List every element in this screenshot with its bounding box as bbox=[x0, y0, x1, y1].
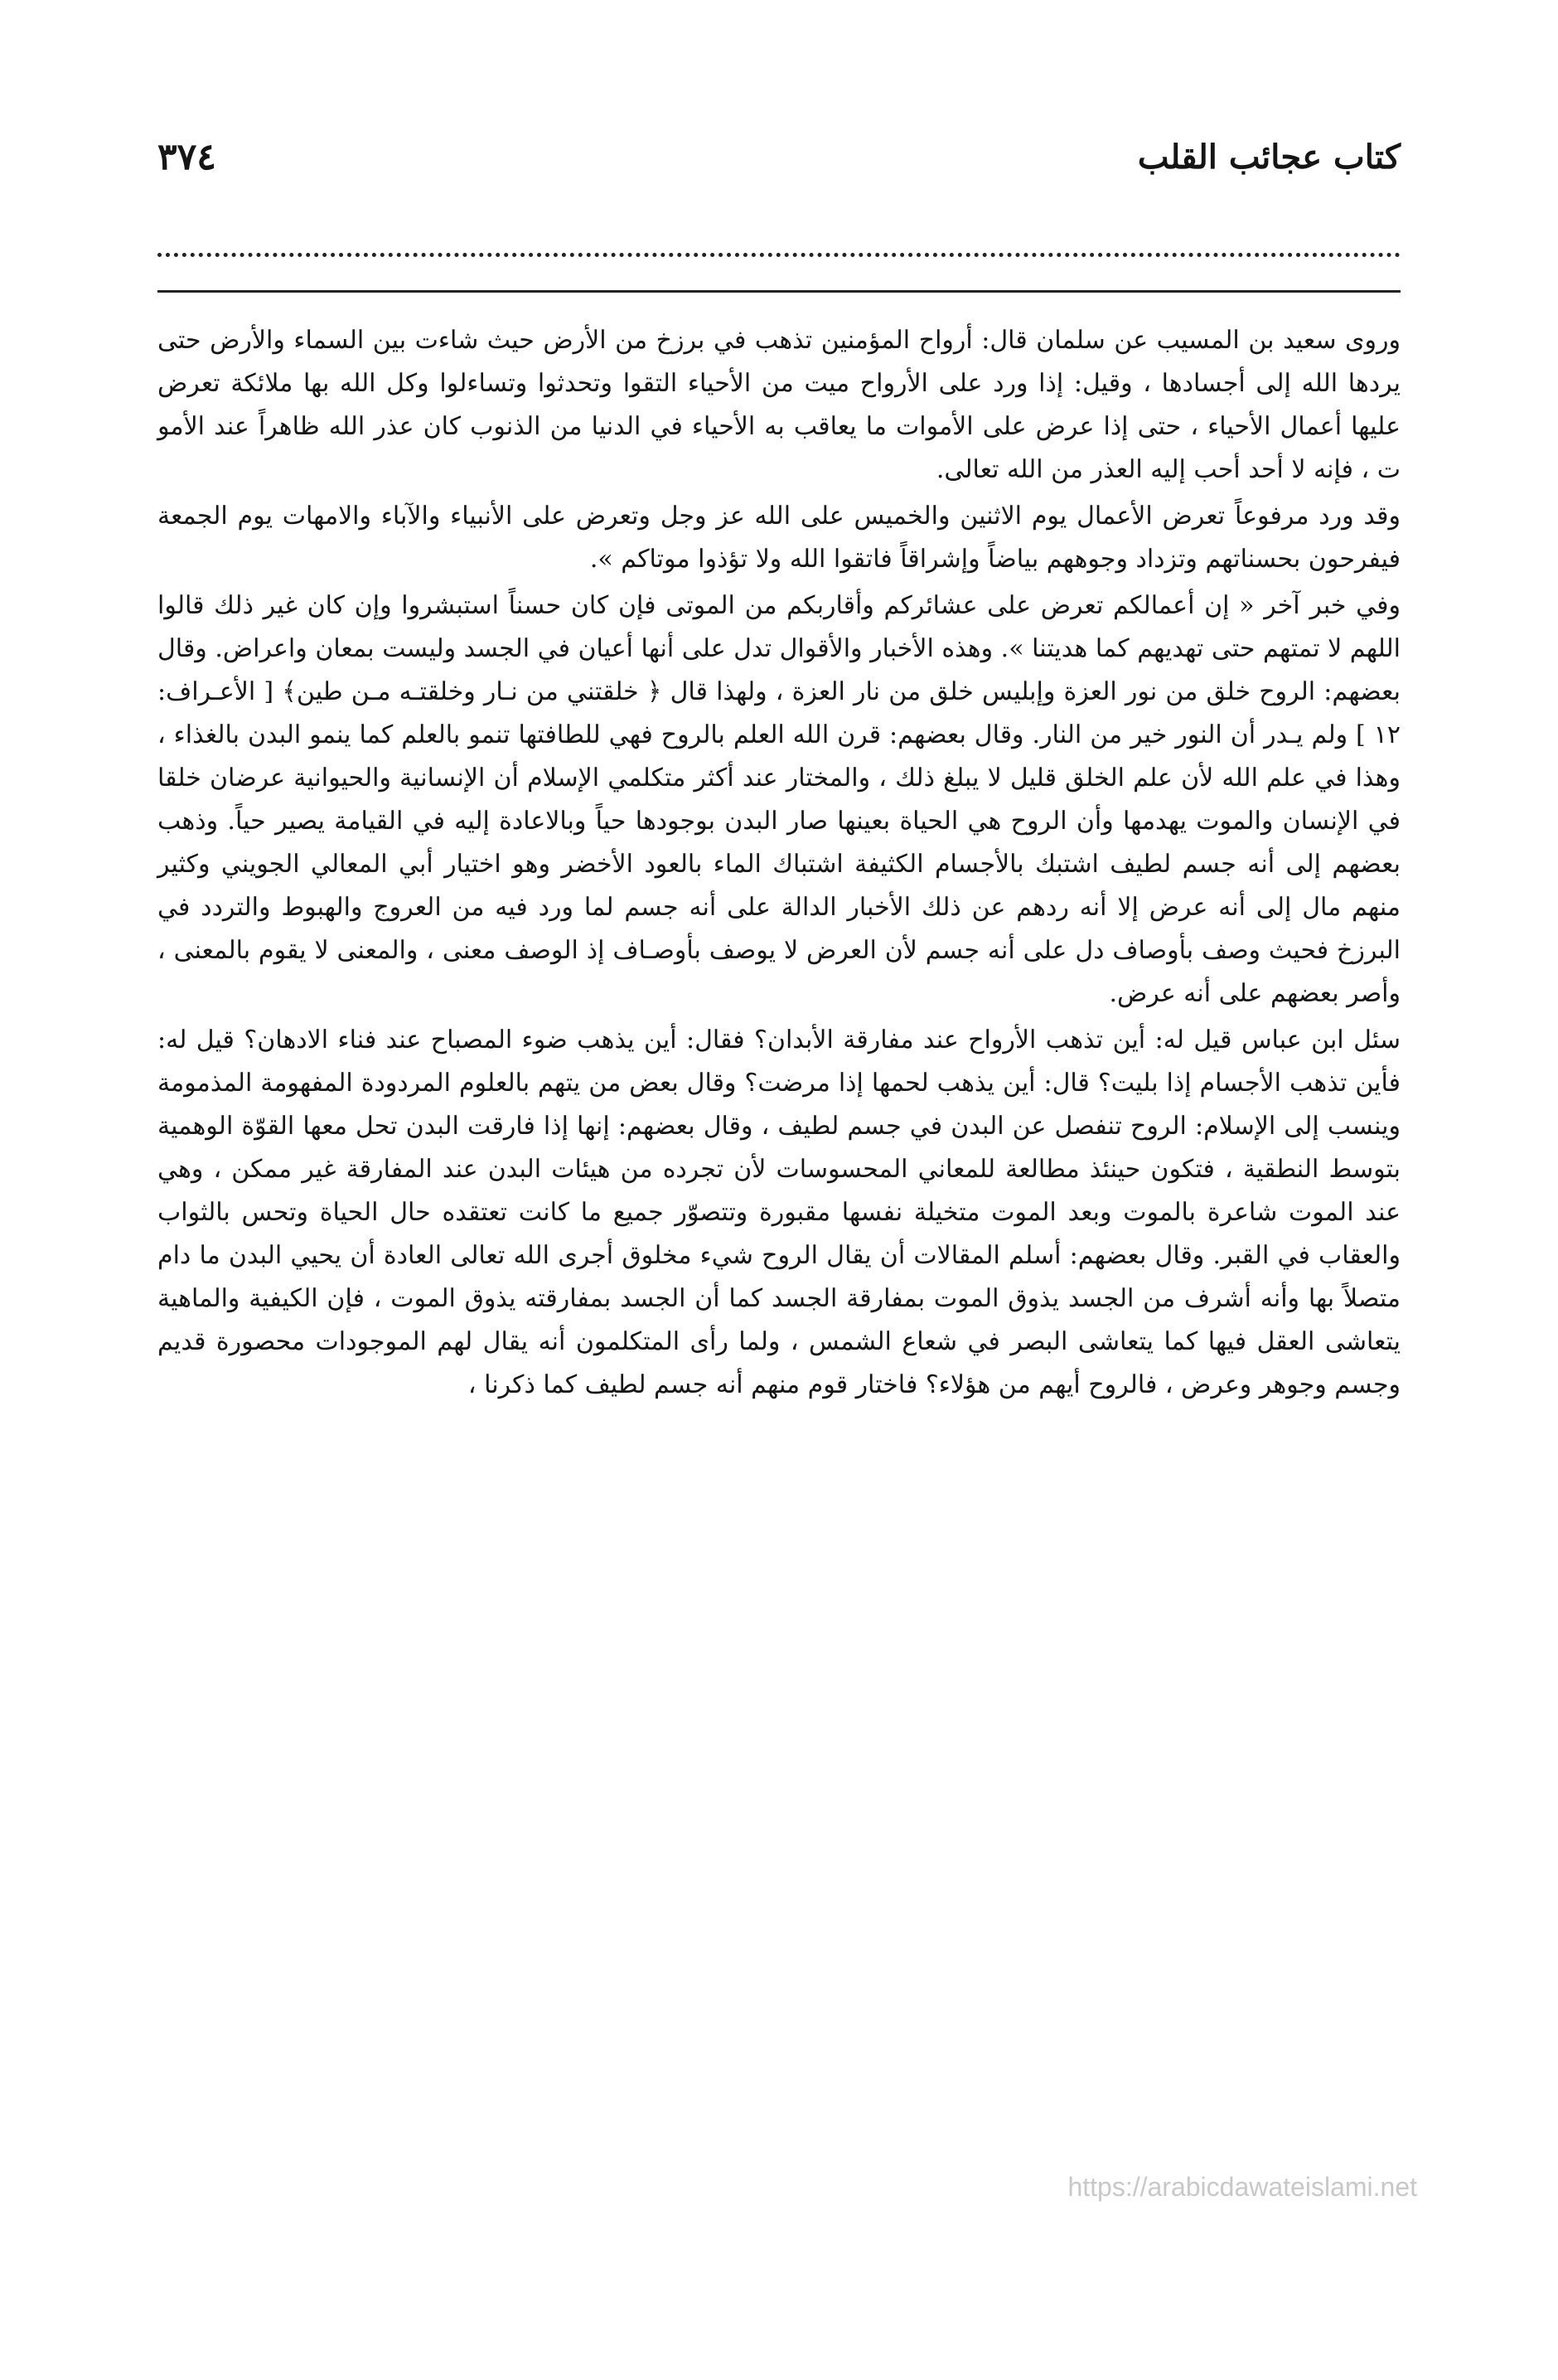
page-header bbox=[157, 124, 1401, 224]
dotted-divider bbox=[157, 253, 1401, 257]
body-text bbox=[157, 319, 1401, 1410]
page-number: ٣٧٤ bbox=[157, 136, 216, 178]
paragraph-4: سئل ابن عباس قيل له: أين تذهب الأرواح عند مفارقة الأبدان؟ فقال: أين يذهب ضوء المصباح عند فناء الادهان؟ قيل له: فأين تذهب الأجسام إذا بليت؟ قال: أين يذهب لحمها إذا مرضت؟ وقال بعض من يتهم بالعلوم المردودة المفهومة المذمومة وينسب إلى الإسلام: الروح تنفصل عن البدن في جسم لطيف ، وقال بعضهم: إنها إذا فارقت البدن تحل معها القوّة الوهمية بتوسط النطقية ، فتكون حينئذ مطالعة للمعاني المحسوسات لأن تجرده من هيئات البدن عند المفارقة غير ممكن ، وهي عند الموت شاعرة بالموت وبعد الموت متخيلة نفسها مقبورة وتتصوّر جميع ما كانت تعتقده حال الحياة وتحس بالثواب والعقاب في القبر. وقال بعضهم: أسلم المقالات أن يقال الروح شيء مخلوق أجرى الله تعالى العادة أن يحيي البدن ما دام متصلاً بها وأنه أشرف من الجسد يذوق الموت بمفارقة الجسد كما أن الجسد بمفارقته يذوق الموت ، فإن الكيفية والماهية يتعاشى العقل فيها كما يتعاشى البصر في شعاع الشمس ، ولما رأى المتكلمون أنه يقال لهم الموجودات محصورة قديم وجسم وجوهر وعرض ، فالروح أيهم من هؤلاء؟ فاختار قوم منهم أنه جسم لطيف كما ذكرنا ، bbox=[157, 1025, 1401, 1399]
paragraph-3: وفي خبر آخر « إن أعمالكم تعرض على عشائركم وأقاربكم من الموتى فإن كان حسناً استبشروا وإن كان غير ذلك قالوا اللهم لا تمتهم حتى تهديهم كما هديتنا ». وهذه الأخبار والأقوال تدل على أنها أعيان في الجسد وليست بمعان واعراض. وقال بعضهم: الروح خلق من نور العزة وإبليس خلق من نار العزة ، ولهذا قال ﴿ خلقتني من نـار وخلقتـه مـن طين﴾ [ الأعـراف: ١٢ ] ولم يـدر أن النور خير من النار. وقال بعضهم: قرن الله العلم بالروح فهي للطافتها تنمو بالعلم كما ينمو البدن بالغذاء ، وهذا في علم الله لأن علم الخلق قليل لا يبلغ ذلك ، والمختار عند أكثر متكلمي الإسلام أن الإنسانية والحيوانية عرضان خلقا في الإنسان والموت يهدمها وأن الروح هي الحياة بعينها صار البدن بوجودها حياً وبالاعادة إليه في القيامة يصير حياً. وذهب بعضهم إلى أنه جسم لطيف اشتبك بالأجسام الكثيفة اشتباك الماء بالعود الأخضر وهو اختيار أبي المعالي الجويني وكثير منهم مال إلى أنه عرض إلا أنه ردهم عن ذلك الأخبار الدالة على أنه جسم لما ورد فيه من العروج والهبوط والتردد في البرزخ فحيث وصف بأوصاف دل على أنه جسم لأن العرض لا يوصف بأوصـاف إذ الوصف معنى ، والمعنى لا يقوم بالمعنى ، وأصر بعضهم على أنه عرض. bbox=[157, 591, 1401, 1008]
solid-divider bbox=[157, 290, 1401, 293]
book-title: كتاب عجائب القلب bbox=[1137, 138, 1401, 177]
paragraph-2: وقد ورد مرفوعاً تعرض الأعمال يوم الاثنين والخميس على الله عز وجل وتعرض على الأنبياء والآباء والامهات يوم الجمعة فيفرحون بحسناتهم وتزداد وجوههم بياضاً وإشراقاً فاتقوا الله ولا تؤذوا موتاكم ». bbox=[157, 502, 1401, 574]
paragraph-1: وروى سعيد بن المسيب عن سلمان قال: أرواح المؤمنين تذهب في برزخ من الأرض حيث شاءت بين السماء والأرض حتى يردها الله إلى أجسادها ، وقيل: إذا ورد على الأرواح ميت من الأحياء التقوا وتحدثوا وتساءلوا وكل الله بها ملائكة تعرض عليها أعمال الأحياء ، حتى إذا عرض على الأموات ما يعاقب به الأحياء في الدنيا من الذنوب كان عذر الله ظاهراً عند الأمو ت ، فإنه لا أحد أحب إليه العذر من الله تعالى. bbox=[157, 326, 1401, 484]
watermark-url: https://arabicdawateislami.net bbox=[1067, 2172, 1417, 2202]
